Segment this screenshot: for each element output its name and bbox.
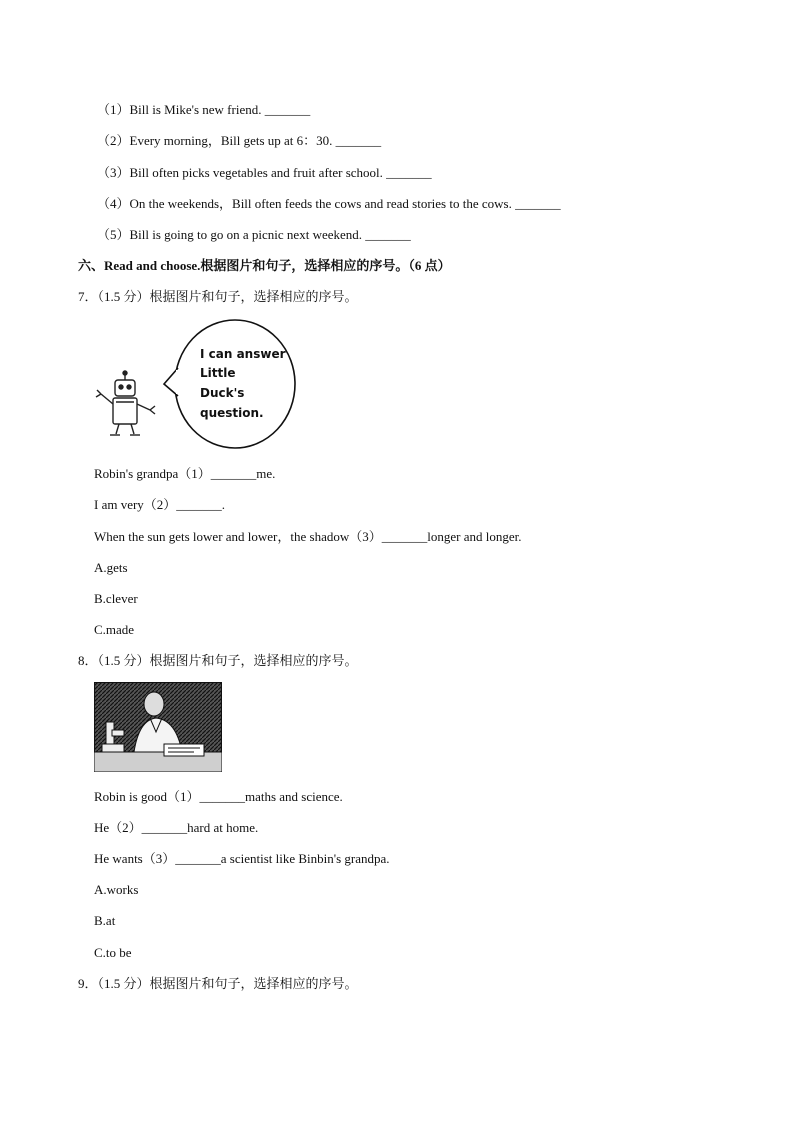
q7-option-b: B.clever [94,591,138,606]
part5-item-5: （5）Bill is going to go on a picnic next weekend. _______ [97,227,411,242]
scientist-microscope-illustration [94,682,222,772]
q8-option-b: B.at [94,913,116,928]
bubble-line-1: I can answer [200,347,286,361]
part5-item-4: （4）On the weekends，Bill often feeds the cows and read stories to the cows. _______ [97,196,561,211]
part5-item-3: （3）Bill often picks vegetables and fruit after school. _______ [97,165,432,180]
robot-icon [96,371,155,435]
section6-title: 六、Read and choose.根据图片和句子，选择相应的序号。（6 点） [78,258,451,273]
q8-scientist-picture [94,682,222,772]
q8-option-a: A.works [94,882,139,897]
q7-sentence-3: When the sun gets lower and lower，the shadow（3）_______longer and longer. [94,529,522,544]
speech-bubble [164,320,295,448]
part5-item-1: （1）Bill is Mike's new friend. _______ [97,102,311,117]
q9-head: 9．（1.5 分）根据图片和句子，选择相应的序号。 [78,976,358,991]
bubble-line-2: Little [200,366,236,380]
bubble-line-4: question. [200,406,264,420]
bubble-line-3: Duck's [200,386,245,400]
q8-sentence-1: Robin is good（1）_______maths and science. [94,789,343,804]
q7-head: 7．（1.5 分）根据图片和句子，选择相应的序号。 [78,289,358,304]
q7-sentence-2: I am very（2）_______. [94,497,226,512]
q8-sentence-3: He wants（3）_______a scientist like Binbin's grandpa. [94,851,390,866]
q7-sentence-1: Robin's grandpa（1）_______me. [94,466,276,481]
q7-option-c: C.made [94,622,135,637]
q8-sentence-2: He（2）_______hard at home. [94,820,259,835]
q7-robot-picture [92,318,302,450]
robot-speech-illustration [92,318,302,450]
q8-option-c: C.to be [94,945,132,960]
q8-head: 8．（1.5 分）根据图片和句子，选择相应的序号。 [78,653,358,668]
q7-option-a: A.gets [94,560,128,575]
part5-item-2: （2）Every morning，Bill gets up at 6：30. _______ [97,133,382,148]
